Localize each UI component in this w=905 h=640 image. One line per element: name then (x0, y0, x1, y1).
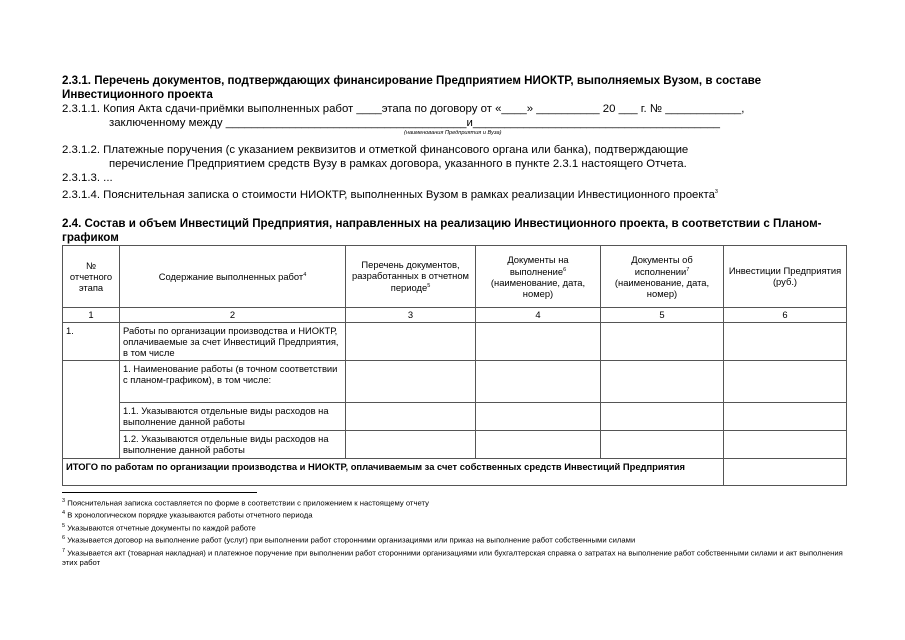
table-cell (724, 360, 847, 402)
header-investments: Инвестиции Предприятия (руб.) (724, 245, 847, 307)
header-documents-list: Перечень документов, разработанных в отчетном периоде$^5$ (346, 245, 476, 307)
table-cell (346, 430, 476, 458)
row-number (63, 402, 120, 430)
header-stage-number: № отчетного этапа (63, 245, 120, 307)
table-cell (601, 402, 724, 430)
report-page (62, 74, 847, 568)
total-value-cell (724, 458, 847, 485)
table-column-numbers-row (63, 307, 847, 322)
footnote-3: $^3$ Пояснительная записка составляется по форме в соответствии с приложением к настоящему отчету (62, 497, 429, 508)
footnote-4: $^4$ В хронологическом порядке указываются работы отчетного периода (62, 510, 313, 520)
table-cell (724, 430, 847, 458)
item-2-3-1-1-line1: 2.3.1.1. Копия Акта сдачи-приёмки выполненных работ ____этапа по договору от «____» __________ 20 ___ г. № ____________, (62, 103, 745, 115)
item-2-3-1-4-text: 2.3.1.4. Пояснительная записка о стоимости НИОКТР, выполненных Вузом в рамках реализации Инвестиционного проекта (62, 189, 715, 202)
item-2-3-1-4 (62, 185, 847, 202)
table-cell (601, 322, 724, 360)
table-cell (601, 430, 724, 458)
table-cell (346, 402, 476, 430)
row-content: 1. Наименование работы (в точном соответствии с планом-графиком), в том числе: (120, 360, 346, 402)
organizations-caption: (наименования Предприятия и Вуза) (404, 129, 502, 136)
item-2-3-1-2 (62, 143, 847, 172)
table-row (63, 322, 847, 360)
item-2-3-1-1-line2: заключенному между ______________________________________и_______________________________________ (109, 117, 720, 130)
table-row (63, 430, 847, 458)
row-number (63, 430, 120, 458)
table-cell (476, 322, 601, 360)
row-content: 1.2. Указываются отдельные виды расходов на выполнение данной работы (120, 430, 346, 458)
table-header-row (63, 245, 847, 307)
footnote-6: $^6$ Указывается договор на выполнение работ (услуг) при выполнении работ сторонними организациями или приказ на выполнение работ собственными силами (62, 535, 636, 545)
row-content: Работы по организации производства и НИОКТР, оплачиваемые за счет Инвестиций Предприятия, в том числе (120, 322, 346, 360)
section-2-4-heading: 2.4. Состав и объем Инвестиций Предприятия, направленных на реализацию Инвестиционного проекта, в соответствии с Планом-графиком (62, 216, 822, 244)
table-cell (346, 360, 476, 402)
column-number: 4 (476, 307, 601, 322)
table-row (63, 402, 847, 430)
header-completion-documents: Документы об исполнении$^7$ (наименование, дата, номер) (601, 245, 724, 307)
column-number: 2 (120, 307, 346, 322)
table-cell (724, 402, 847, 430)
column-number: 3 (346, 307, 476, 322)
table-total-row (63, 458, 847, 485)
table-cell (346, 322, 476, 360)
investments-table (62, 245, 847, 486)
section-2-3-1-heading: 2.3.1. Перечень документов, подтверждающих финансирование Предприятием НИОКТР, выполняемых Вузом, в составе Инвестиционного проекта (62, 74, 762, 101)
total-label: ИТОГО по работам по организации производства и НИОКТР, оплачиваемым за счет собственных средств Инвестиций Предприятия (63, 458, 724, 485)
item-2-3-1-2-line2: перечисление Предприятием средств Вузу в рамках договора, указанного в пункте 2.3.1 настоящего Отчета. (109, 157, 687, 170)
footnote-7: $^7$ Указывается акт (товарная накладная) и платежное поручение при выполнении работ сторонними организациями или бухгалтерская справка о затратах на выполнение работ собственными силами и акт выполнения этих работ (62, 547, 843, 568)
row-content: 1.1. Указываются отдельные виды расходов на выполнение данной работы (120, 402, 346, 430)
table-cell (476, 430, 601, 458)
column-number: 5 (601, 307, 724, 322)
row-number: 1. (63, 322, 120, 360)
header-execution-documents: Документы на выполнение$^6$ (наименование, дата, номер) (476, 245, 601, 307)
footnote-5: $^5$ Указываются отчетные документы по каждой работе (62, 522, 256, 533)
footnote-ref-3: 3 (714, 189, 718, 196)
footnote-separator (62, 492, 257, 493)
table-cell (724, 322, 847, 360)
table-cell (601, 360, 724, 402)
column-number: 1 (63, 307, 120, 322)
table-cell (476, 402, 601, 430)
item-2-3-1-2-line1: 2.3.1.2. Платежные поручения (с указанием реквизитов и отметкой финансового органа или банка), подтверждающие (62, 143, 689, 156)
row-number (63, 360, 120, 402)
table-row (63, 360, 847, 402)
item-2-3-1-3: 2.3.1.3. ... (62, 172, 113, 185)
column-number: 6 (724, 307, 847, 322)
header-work-content: Содержание выполненных работ$^4$ (120, 245, 346, 307)
table-cell (476, 360, 601, 402)
footnotes (62, 496, 847, 569)
item-2-3-1-1 (62, 102, 847, 136)
